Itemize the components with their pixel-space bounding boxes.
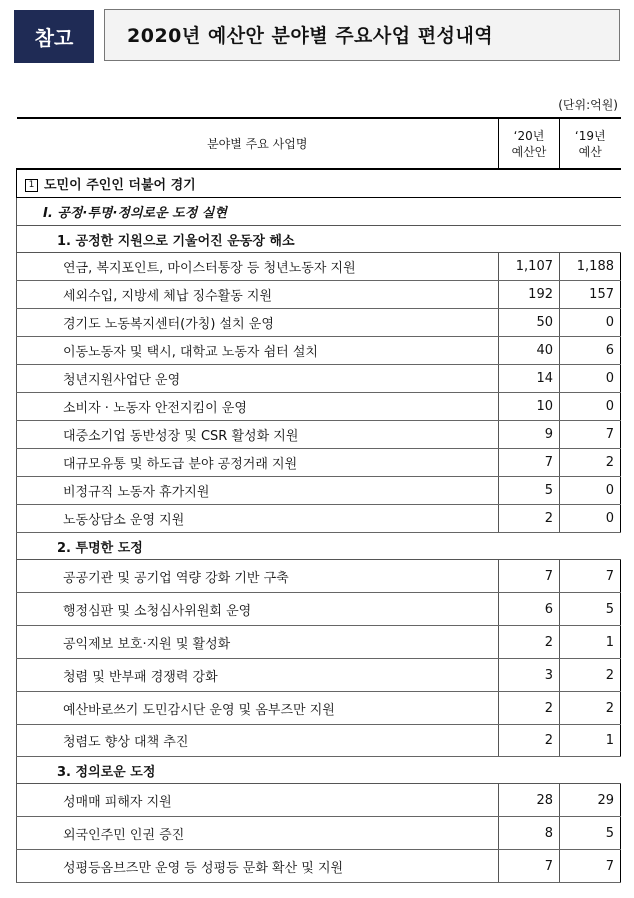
- group-label: 2. 투명한 도정: [17, 533, 621, 560]
- project-name: 대중소기업 동반성장 및 CSR 활성화 지원: [17, 421, 499, 449]
- page-header: [0, 9, 634, 65]
- table-row: [17, 505, 621, 533]
- budget-2019: 157: [560, 281, 621, 309]
- table-row: [17, 281, 621, 309]
- budget-2019: 5: [560, 593, 621, 626]
- project-name: 청렴 및 반부패 경쟁력 강화: [17, 659, 499, 692]
- group-row: [17, 533, 621, 560]
- project-name: 이동노동자 및 택시, 대학교 노동자 쉼터 설치: [17, 337, 499, 365]
- group-label: 3. 정의로운 도정: [17, 757, 621, 784]
- budget-2019: 29: [560, 784, 621, 817]
- budget-2019: 1: [560, 725, 621, 757]
- group-label: 1. 공정한 지원으로 기울어진 운동장 해소: [17, 226, 621, 253]
- group-row: [17, 757, 621, 784]
- project-name: 행정심판 및 소청심사위원회 운영: [17, 593, 499, 626]
- project-name: 성평등옴브즈만 운영 등 성평등 문화 확산 및 지원: [17, 850, 499, 883]
- table-row: [17, 593, 621, 626]
- budget-2020: 2: [499, 725, 560, 757]
- table-row: [17, 337, 621, 365]
- budget-2020: 2: [499, 626, 560, 659]
- project-name: 예산바로쓰기 도민감시단 운영 및 옴부즈만 지원: [17, 692, 499, 725]
- table-row: [17, 725, 621, 757]
- reference-badge: 참고: [14, 10, 94, 63]
- column-header-name: 분야별 주요 사업명: [17, 118, 499, 169]
- budget-2019: 2: [560, 692, 621, 725]
- budget-2020: 9: [499, 421, 560, 449]
- budget-2019: 0: [560, 477, 621, 505]
- table-row: [17, 626, 621, 659]
- table-row: [17, 365, 621, 393]
- budget-2019: 1,188: [560, 253, 621, 281]
- project-name: 외국인주민 인권 증진: [17, 817, 499, 850]
- group-row: [17, 226, 621, 253]
- table-row: [17, 784, 621, 817]
- section-marker: 1: [25, 179, 38, 192]
- project-name: 공공기관 및 공기업 역량 강화 기반 구축: [17, 560, 499, 593]
- budget-2020: 8: [499, 817, 560, 850]
- budget-2020: 14: [499, 365, 560, 393]
- budget-2019: 0: [560, 393, 621, 421]
- project-name: 소비자 · 노동자 안전지킴이 운영: [17, 393, 499, 421]
- budget-2020: 28: [499, 784, 560, 817]
- project-name: 성매매 피해자 지원: [17, 784, 499, 817]
- budget-2020: 7: [499, 850, 560, 883]
- page-title: 2020년 예산안 분야별 주요사업 편성내역: [104, 9, 620, 61]
- budget-2020: 2: [499, 505, 560, 533]
- table-row: [17, 560, 621, 593]
- budget-2020: 7: [499, 560, 560, 593]
- table-row: [17, 309, 621, 337]
- budget-2019: 0: [560, 365, 621, 393]
- budget-2020: 50: [499, 309, 560, 337]
- budget-2020: 6: [499, 593, 560, 626]
- table-row: [17, 253, 621, 281]
- budget-2020: 10: [499, 393, 560, 421]
- table-row: [17, 817, 621, 850]
- table-row: [17, 449, 621, 477]
- table-row: [17, 659, 621, 692]
- budget-2019: 6: [560, 337, 621, 365]
- table-row: [17, 421, 621, 449]
- column-header-2020-type: 예산안: [511, 144, 547, 159]
- project-name: 청렴도 향상 대책 추진: [17, 725, 499, 757]
- project-name: 경기도 노동복지센터(가칭) 설치 운영: [17, 309, 499, 337]
- budget-2020: 7: [499, 449, 560, 477]
- unit-label: (단위:억원): [558, 98, 618, 112]
- project-name: 공익제보 보호·지원 및 활성화: [17, 626, 499, 659]
- table-header-row: [17, 118, 621, 169]
- project-name: 연금, 복지포인트, 마이스터통장 등 청년노동자 지원: [17, 253, 499, 281]
- budget-2020: 5: [499, 477, 560, 505]
- table-row: [17, 850, 621, 883]
- budget-2020: 192: [499, 281, 560, 309]
- project-name: 노동상담소 운영 지원: [17, 505, 499, 533]
- column-header-2019-year: ‘19년: [574, 128, 606, 143]
- budget-table: [16, 117, 621, 883]
- budget-2019: 5: [560, 817, 621, 850]
- budget-2020: 2: [499, 692, 560, 725]
- column-header-2020-year: ‘20년: [513, 128, 545, 143]
- budget-2019: 2: [560, 449, 621, 477]
- column-header-2019: [560, 118, 621, 169]
- subsection-row: [17, 198, 621, 226]
- budget-2019: 1: [560, 626, 621, 659]
- budget-2019: 7: [560, 421, 621, 449]
- budget-2020: 3: [499, 659, 560, 692]
- section-row: [17, 169, 621, 198]
- table-row: [17, 477, 621, 505]
- budget-2019: 0: [560, 309, 621, 337]
- project-name: 비정규직 노동자 휴가지원: [17, 477, 499, 505]
- column-header-2020: [499, 118, 560, 169]
- subsection-label: Ⅰ. 공정·투명·정의로운 도정 실현: [17, 198, 621, 226]
- budget-2019: 0: [560, 505, 621, 533]
- section-label: [17, 169, 621, 198]
- budget-2019: 7: [560, 850, 621, 883]
- budget-2020: 40: [499, 337, 560, 365]
- project-name: 대규모유통 및 하도급 분야 공정거래 지원: [17, 449, 499, 477]
- budget-2019: 2: [560, 659, 621, 692]
- project-name: 청년지원사업단 운영: [17, 365, 499, 393]
- budget-2019: 7: [560, 560, 621, 593]
- budget-2020: 1,107: [499, 253, 560, 281]
- project-name: 세외수입, 지방세 체납 징수활동 지원: [17, 281, 499, 309]
- table-row: [17, 692, 621, 725]
- section-title: 도민이 주인인 더불어 경기: [44, 178, 196, 193]
- table-row: [17, 393, 621, 421]
- column-header-2019-type: 예산: [578, 144, 602, 159]
